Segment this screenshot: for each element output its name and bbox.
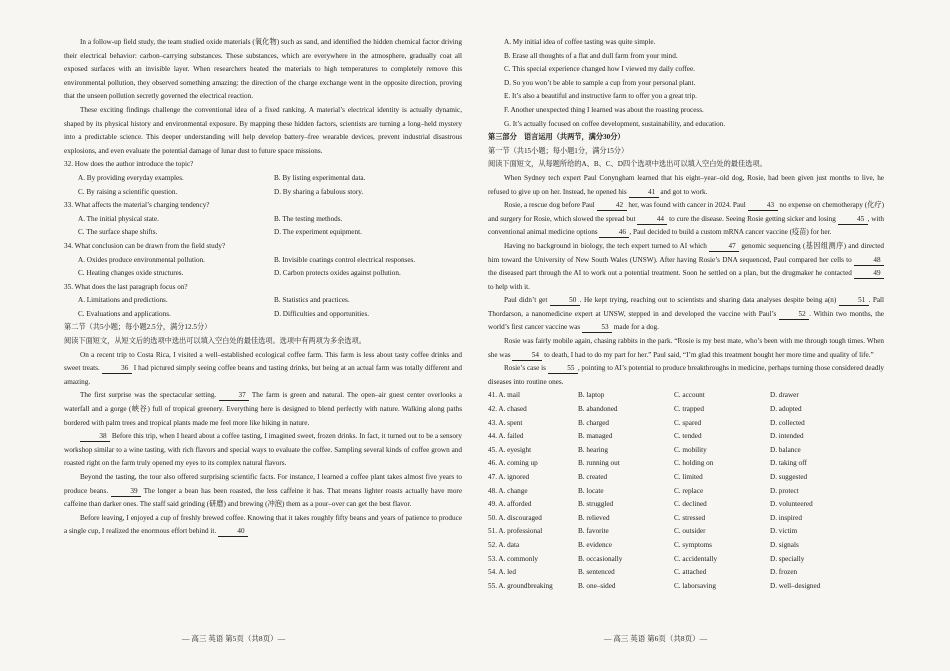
choice-41-c: C. account	[674, 391, 705, 400]
text-run: the diseased part through the AI to work out a potential treatment. Soon he settled on a plan, but the drugmaker he contacted	[488, 269, 852, 278]
choice-48-d: D. protect	[770, 486, 799, 495]
text-run: Rosie, a rescue dog before Paul	[504, 201, 595, 210]
question-34	[64, 240, 462, 281]
text-run: . Pall Thordarson, a nanomedicine expert at UNSW, stepped in and developed the vaccine with Paul’s	[488, 296, 885, 318]
text-run: to cure the disease. Seeing Rosie getting sicker and losing	[669, 214, 836, 223]
blank-36: 36	[102, 364, 132, 374]
section-instructions: 阅读下面短文，从每题所给的A、B、C、D四个选项中选出可以填入空白处的最佳选项。	[488, 160, 767, 169]
text-run: , with conventional animal medicine options	[488, 214, 885, 237]
choice-53-d: D. specially	[770, 554, 805, 563]
choice-54-d: D. frozen	[770, 568, 798, 577]
blank-38: 38	[80, 432, 110, 442]
text-run: , pointing to AI’s potential to produce breakthroughs in medicine, perhaps turning those considered deadly diseases into routine ones.	[488, 364, 884, 386]
text-run: Rosie’s case is	[504, 364, 546, 373]
choice-50-d: D. inspired	[770, 513, 802, 522]
choice-41-d: D. drawer	[770, 391, 799, 400]
choice-53-a: 53. A. commonly	[488, 554, 538, 563]
blank-40: 40	[218, 527, 248, 537]
blank-51: 51	[839, 296, 869, 306]
question-33	[64, 199, 462, 240]
choice-42-a: 42. A. chased	[488, 405, 527, 414]
cloze-paragraph	[64, 512, 462, 539]
text-run: Paul didn’t get	[504, 296, 548, 305]
choice-48-a: 48. A. change	[488, 486, 528, 495]
choice-54-b: B. sentenced	[578, 568, 615, 577]
cloze-paragraph	[64, 349, 462, 390]
option-a: A. By providing everyday examples.	[78, 173, 184, 182]
text-run: to help with it.	[488, 282, 530, 291]
choice-48-b: B. locate	[578, 486, 604, 495]
section-title: 第一节（共15小题；每小题1分，满分15分）	[488, 146, 629, 155]
option-d: D. Carbon protects oxides against pollution.	[274, 269, 401, 278]
text-run: made for a dog.	[613, 323, 659, 332]
choice-45-c: C. mobility	[674, 445, 707, 454]
cloze-paragraph	[64, 471, 462, 512]
option-c: C. The surface shape shifts.	[78, 228, 158, 237]
blank-46: 46	[599, 228, 629, 238]
choice-50-c: C. stressed	[674, 513, 706, 522]
option-b: B. By listing experimental data.	[274, 173, 366, 182]
choice-46-d: D. taking off	[770, 459, 807, 468]
option-d: D. By sharing a fabulous story.	[274, 187, 364, 196]
option-f: F. Another unexpected thing I learned was about the roasting process.	[504, 105, 704, 114]
blank-42: 42	[597, 201, 627, 211]
text-run: Rosie was fairly mobile again, chasing rabbits in the park. “Rosie is my best mate, who’s been with me through tough times. When she was	[488, 337, 884, 359]
option-c: C. By raising a scientific question.	[78, 187, 178, 196]
text-run: The farm is green and natural. The open–air guest center overlooks a waterfall and a gorge (峡谷) full of tropical greenery. Everything here is designed to blend perfectly with nature. Walking along paths bordered with palm trees and tropical plants made me feel more like hiking in nature.	[64, 391, 462, 427]
choice-49-a: 49. A. afforded	[488, 500, 532, 509]
text-run: . He kept trying, reaching out to scientists and sharing data analyses despite being a(n)	[579, 296, 837, 305]
blank-45: 45	[838, 215, 868, 225]
choice-54-c: C. attached	[674, 568, 707, 577]
choice-47-c: C. limited	[674, 473, 703, 481]
blank-43: 43	[748, 201, 778, 211]
blank-44: 44	[637, 215, 667, 225]
question-32	[64, 158, 462, 199]
choice-46-b: B. running out	[578, 459, 620, 468]
text-run: Before leaving, I enjoyed a cup of freshly brewed coffee. Knowing that it takes roughly fifty beans and years of patience to produce a single cup, I realized the enormous effort behind it.	[64, 513, 462, 536]
choice-44-a: 44. A. failed	[488, 432, 524, 441]
choice-47-a: 47. A. ignored	[488, 473, 530, 481]
choice-50-b: B. relieved	[578, 513, 610, 522]
blank-48: 48	[854, 256, 884, 266]
choice-54-a: 54. A. led	[488, 568, 516, 577]
text-run: On a recent trip to Costa Rica, I visited a well–established ecological coffee farm. This farm is less about tasty coffee drinks and sweet treats.	[64, 350, 462, 373]
option-b: B. Invisible coatings control electrical responses.	[274, 255, 416, 264]
option-b: B. Statistics and practices.	[274, 296, 350, 305]
option-a: A. The initial physical state.	[78, 214, 159, 223]
choice-55-d: D. well–designed	[770, 581, 821, 590]
option-a: A. Limitations and predictions.	[78, 296, 168, 305]
cloze-paragraph	[488, 199, 884, 240]
choice-43-a: 43. A. spent	[488, 418, 523, 427]
choice-42-d: D. adopted	[770, 405, 802, 414]
cloze-paragraph	[488, 335, 884, 362]
right-page-column	[488, 36, 884, 593]
blank-53: 53	[582, 323, 612, 333]
choice-47-b: B. created	[578, 473, 608, 481]
choice-52-b: B. evidence	[578, 540, 612, 549]
blank-37: 37	[219, 391, 249, 401]
question-stem: 34. What conclusion can be drawn from the field study?	[64, 241, 226, 250]
passage-paragraph: These exciting findings challenge the conventional idea of a fixed ranking. A material’s electrical identity is actually dynamic, shaped by its physical history and environmental exposure. By mapping these hidden factors, scientists are turning a long–held mystery into a predictable science. This deeper understanding will help develop battery–free wearable devices, prevent industrial disastrous explosions, and even evaluate the potential damage of lunar dust to future space missions.	[64, 105, 462, 155]
choice-48-c: C. replace	[674, 486, 704, 495]
blank-49: 49	[854, 269, 884, 279]
blank-41: 41	[629, 188, 659, 198]
section-title: 第二节（共5小题；每小题2.5分，满分12.5分）	[64, 323, 212, 332]
choice-43-c: C. spared	[674, 418, 702, 427]
blank-54: 54	[512, 351, 542, 361]
choice-52-c: C. symptoms	[674, 540, 712, 549]
choice-47-d: D. suggested	[770, 473, 808, 481]
choice-45-a: 45. A. eyesight	[488, 445, 532, 454]
choice-43-d: D. collected	[770, 418, 805, 427]
choice-55-b: B. one–sided	[578, 581, 616, 590]
choice-42-b: B. abandoned	[578, 405, 618, 414]
text-run: Beyond the tasting, the tour also offered surprising scientific facts. For instance, I learned a coffee plant takes almost five years to produce beans.	[64, 473, 462, 495]
question-stem: 32. How does the author introduce the topic?	[64, 160, 194, 169]
choice-49-d: D. volunteered	[770, 500, 813, 509]
choice-51-c: C. outsider	[674, 527, 706, 536]
cloze-paragraph	[488, 172, 884, 199]
choice-51-d: D. victim	[770, 527, 798, 536]
text-run: no expense on chemotherapy (化疗) and surgery for Rosie, which slowed the spread but	[488, 201, 884, 223]
choice-44-d: D. intended	[770, 432, 804, 441]
option-g: G. It’s actually focused on coffee development, sustainability, and education.	[504, 119, 726, 128]
section-instructions: 阅读下面短文，从短文后的选项中选出可以填入空白处的最佳选项。选项中有两项为多余选项。	[64, 337, 366, 346]
part-title: 第三部分 语言运用（共两节，满分30分）	[488, 133, 625, 142]
cloze-paragraph	[64, 389, 462, 430]
cloze-paragraph	[488, 362, 884, 389]
text-run: and got to work.	[660, 187, 708, 196]
choice-52-a: 52. A. data	[488, 540, 520, 549]
choice-45-b: B. hearing	[578, 445, 608, 454]
cloze-paragraph	[488, 294, 884, 335]
blank-50: 50	[550, 296, 580, 306]
question-stem: 33. What affects the material’s charging tendency?	[64, 201, 210, 210]
choice-46-c: C. holding on	[674, 459, 714, 468]
blank-39: 39	[111, 487, 141, 497]
option-d: D. So you won’t be able to sample a cup from your personal plant.	[504, 78, 696, 87]
left-page-column	[64, 36, 462, 539]
text-run: The first surprise was the spectacular setting.	[80, 391, 217, 400]
choice-42-c: C. trapped	[674, 405, 704, 414]
choice-50-a: 50. A. discouraged	[488, 513, 542, 522]
choice-55-a: 55. A. groundbreaking	[488, 581, 553, 590]
choice-51-b: B. favorite	[578, 527, 609, 536]
blank-47: 47	[709, 242, 739, 252]
passage-paragraph: In a follow-up field study, the team studied oxide materials (氧化物) such as sand, and identified the hidden chemical factor driving their electrical behavior: carbon–carrying substances. These substances, which are everywhere in the atmosphere, gradually coat all exposed surfaces with an invisible layer. When researchers heated the materials to high temperatures to completely remove this environmental pollution, they observed something amazing: the direction of the charge exchange went in the opposite direction, proving that the unseen pollution secretly governed the electrical reaction.	[64, 38, 462, 101]
text-run: her, was found with cancer in 2024. Paul	[628, 201, 746, 210]
question-35	[64, 281, 462, 322]
choice-51-a: 51. A. professional	[488, 527, 543, 536]
choice-55-c: C. laborsaving	[674, 581, 716, 590]
choice-45-d: D. balance	[770, 445, 801, 454]
option-e: E. It’s also a beautiful and instructive farm to offer you a great trip.	[504, 92, 697, 101]
page-footer-left: — 高三 英语 第5页（共8页）—	[182, 634, 286, 643]
text-run: Having no background in biology, the tech expert turned to AI which	[504, 241, 707, 250]
text-run: genomic sequencing (基因组测序) and directed him toward the University of New South Wales (UNSW). After having Rosie’s DNA sequenced, Paul compared her cells to	[488, 241, 885, 264]
cloze-choices-table	[488, 389, 884, 593]
choice-43-b: B. charged	[578, 418, 610, 427]
choice-49-b: B. struggled	[578, 500, 614, 509]
option-c: C. Evaluations and applications.	[78, 309, 171, 318]
text-run: Before this trip, when I heard about a coffee tasting, I imagined sweet, frozen drinks. In fact, it turned out to be a sensory workshop similar to a wine tasting, with rich flavors and special ways to evaluate the coffee. Sampling several kinds of coffee grown and roasted right on the farm truly opened my eyes to its complex natural flavors.	[64, 432, 462, 468]
option-b: B. Erase all thoughts of a flat and dull farm from your mind.	[504, 51, 678, 60]
page-footer-right: — 高三 英语 第6页（共8页）—	[604, 634, 708, 643]
text-run: to death, I had to do my part for her.” Paul said, “I’m glad this treatment bought her more time and quality of life.”	[544, 350, 874, 359]
blank-55: 55	[548, 364, 578, 374]
option-b: B. The testing methods.	[274, 214, 343, 223]
choice-46-a: 46. A. coming up	[488, 459, 538, 468]
question-stem: 35. What does the last paragraph focus on?	[64, 282, 188, 291]
text-run: . Within two months, the world’s first cancer vaccine was	[488, 309, 884, 332]
blank-52: 52	[779, 310, 809, 320]
cloze-paragraph	[488, 240, 884, 294]
choice-53-c: C. accidentally	[674, 554, 718, 563]
choice-52-d: D. signals	[770, 540, 799, 549]
choice-41-b: B. laptop	[578, 391, 605, 400]
option-d: D. The experiment equipment.	[274, 228, 362, 237]
text-run: When Sydney tech expert Paul Conyngham learned that his eight–year–old dog, Rosie, had been given just months to live, he refused to give up on her. Instead, he opened his	[488, 173, 884, 196]
option-a: A. My initial idea of coffee tasting was quite simple.	[504, 38, 656, 46]
text-run: I had pictured simply seeing coffee beans and tasting drinks, but being at an actual farm was totally different and amazing.	[64, 364, 463, 386]
choice-53-b: B. occasionally	[578, 554, 623, 563]
option-a: A. Oxides produce environmental pollution.	[78, 255, 205, 264]
choice-49-c: C. declined	[674, 500, 707, 509]
option-c: C. Heating changes oxide structures.	[78, 269, 184, 278]
text-run: , Paul decided to build a custom mRNA cancer vaccine (疫苗) for her.	[629, 228, 832, 237]
option-c: C. This special experience changed how I viewed my daily coffee.	[504, 65, 695, 74]
cloze-paragraph	[64, 430, 462, 471]
choice-41-a: 41. A. mail	[488, 391, 520, 400]
option-d: D. Difficulties and opportunities.	[274, 309, 370, 318]
choice-44-c: C. tended	[674, 432, 702, 441]
seven-choose-five-options	[488, 36, 884, 131]
text-run: The longer a bean has been roasted, the less caffeine it has. That means lighter roasts actually have more caffeine than darker ones. The staff said grinding (研磨) and brewing (冲泡) them as a pour–over can get the best flavor.	[64, 486, 463, 509]
choice-44-b: B. managed	[578, 432, 613, 441]
